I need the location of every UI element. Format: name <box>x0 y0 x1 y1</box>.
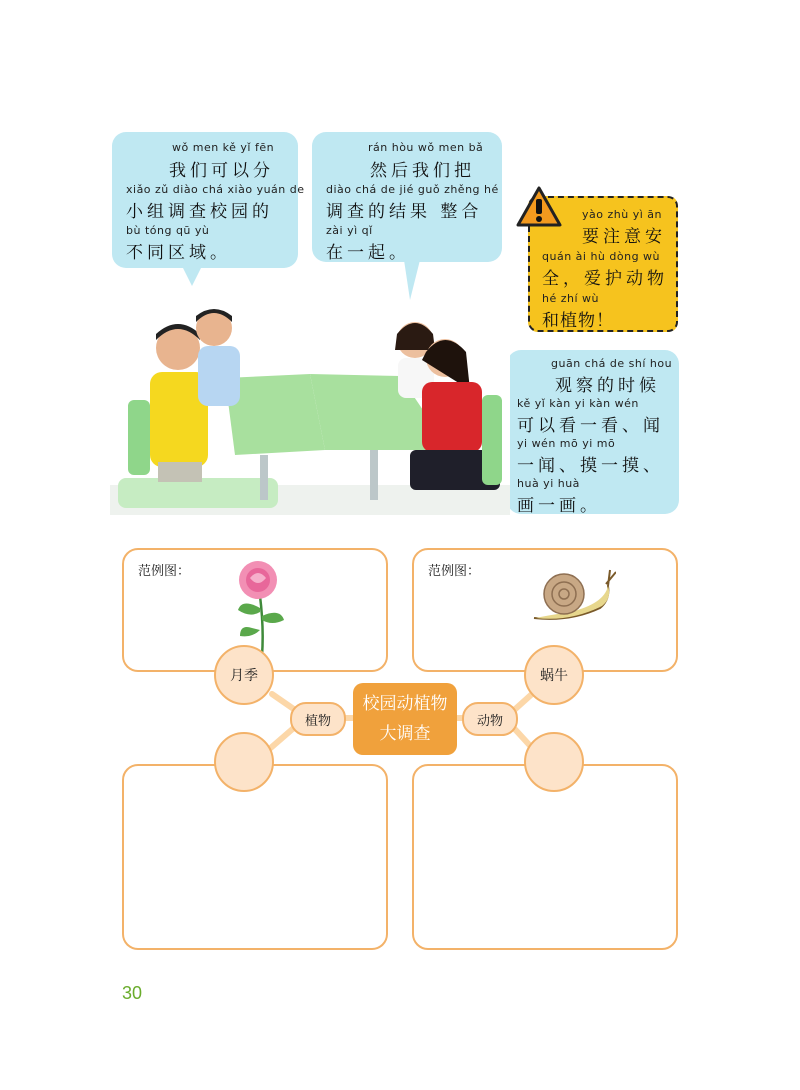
animal-drawing-area[interactable] <box>412 764 678 950</box>
node-label: 月季 <box>230 668 258 684</box>
branch-label: 植物 <box>304 713 331 729</box>
center-line-1: 校园动植物 <box>362 694 448 714</box>
pinyin-line: hé zhí wù <box>542 292 600 305</box>
text-line: 和植物！ <box>542 311 614 331</box>
page-number: 30 <box>122 983 143 1003</box>
animal-branch <box>462 702 518 736</box>
mindmap-center-topic <box>353 683 457 755</box>
text-line: 我们可以分 <box>169 161 274 181</box>
pinyin-line: diào chá de jié guǒ zhěng hé <box>326 183 499 196</box>
pinyin-line: xiǎo zǔ diào chá xiào yuán de <box>126 183 305 196</box>
text-line: 一闻、摸一摸、 <box>517 456 664 476</box>
text-line: 调查的结果 整合 <box>326 202 483 222</box>
text-line: 全，爱护动物 <box>542 269 668 289</box>
animal-example-node <box>524 645 584 705</box>
pinyin-line: huà yi huà <box>517 477 580 490</box>
node-label: 蜗牛 <box>540 668 568 684</box>
branch-label: 动物 <box>476 713 503 729</box>
pinyin-line: yi wén mō yi mō <box>517 437 616 450</box>
example-label: 范例图： <box>428 564 481 579</box>
animal-blank-node[interactable] <box>524 732 584 792</box>
rose-icon <box>230 558 286 658</box>
pinyin-line: yào zhù yì ān <box>582 208 662 221</box>
center-line-2: 大调查 <box>379 724 431 744</box>
plant-drawing-area[interactable] <box>122 764 388 950</box>
text-line: 在一起。 <box>326 243 410 263</box>
pinyin-line: bù tóng qū yù <box>126 224 210 237</box>
text-line: 小组调查校园的 <box>126 202 273 222</box>
pinyin-line: rán hòu wǒ men bǎ <box>368 141 484 154</box>
plant-branch <box>290 702 346 736</box>
text-line: 然后我们把 <box>370 161 475 181</box>
text-line: 画一画。 <box>517 496 601 516</box>
text-line: 观察的时候 <box>555 376 660 396</box>
plant-blank-node[interactable] <box>214 732 274 792</box>
text-line: 不同区域。 <box>126 243 231 263</box>
pinyin-line: wǒ men kě yǐ fēn <box>172 141 275 154</box>
example-label: 范例图： <box>138 564 191 579</box>
pinyin-line: guān chá de shí hou <box>551 357 673 370</box>
text-line: 可以看一看、闻 <box>517 416 664 436</box>
snail-icon <box>530 564 616 624</box>
pinyin-line: zài yì qǐ <box>326 224 373 237</box>
pinyin-line: kě yǐ kàn yi kàn wén <box>517 397 639 410</box>
plant-example-node <box>214 645 274 705</box>
pinyin-line: quán ài hù dòng wù <box>542 250 661 263</box>
text-line: 要注意安 <box>582 227 666 247</box>
